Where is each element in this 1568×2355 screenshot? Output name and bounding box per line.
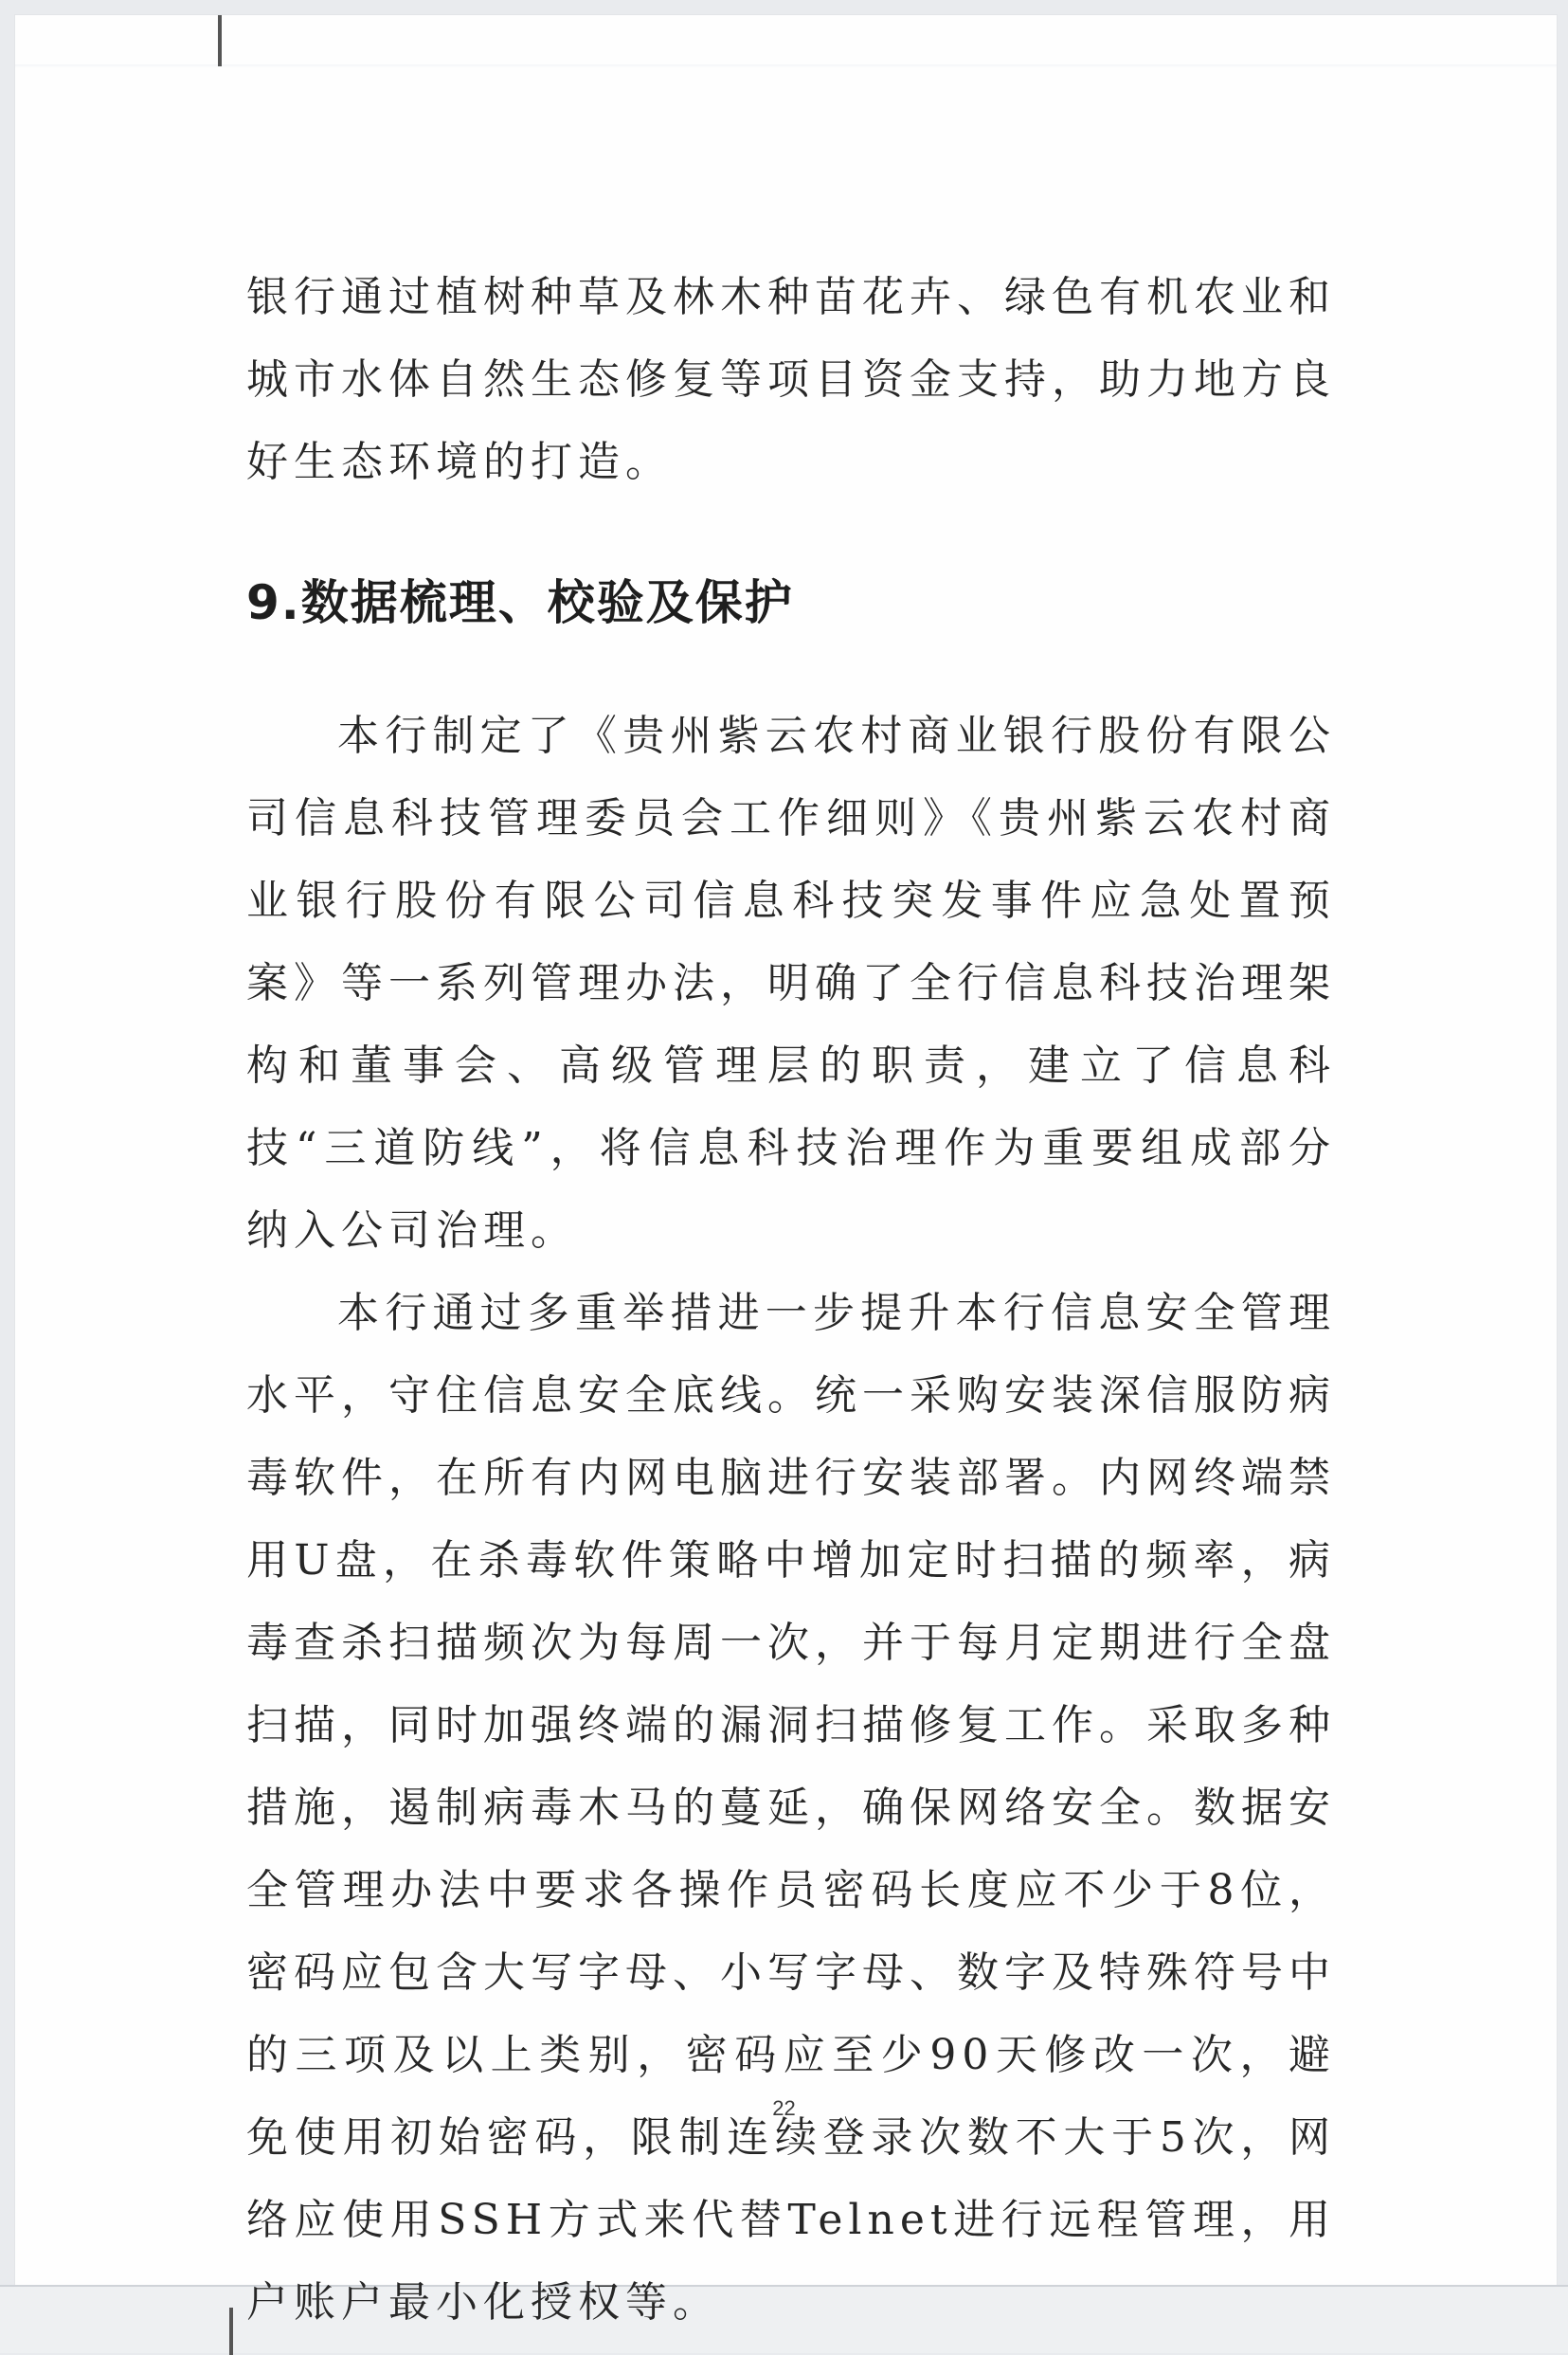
scan-edge-top xyxy=(15,64,1557,68)
governance-paragraph: 本行制定了《贵州紫云农村商业银行股份有限公司信息科技管理委员会工作细则》《贵州紫云农村商业银行股份有限公司信息科技突发事件应急处置预案》等一系列管理办法，明确了全行信息科技治理架构和董事会、高级管理层的职责，建立了信息科技“三道防线”，将信息科技治理作为重要组成部分纳入公司治理。 xyxy=(246,712,1336,1255)
binding-mark-bottom xyxy=(229,2308,233,2355)
intro-paragraph: 银行通过植树种草及林木种苗花卉、绿色有机农业和城市水体自然生态修复等项目资金支持，助力地方良好生态环境的打造。 xyxy=(246,273,1336,486)
page-body xyxy=(246,256,1336,2344)
binding-mark-top xyxy=(218,15,222,66)
section-heading: 9.数据梳理、校验及保护 xyxy=(246,575,794,630)
page-number: 22 xyxy=(772,2096,796,2120)
security-paragraph: 本行通过多重举措进一步提升本行信息安全管理水平，守住信息安全底线。统一采购安装深信服防病毒软件，在所有内网电脑进行安装部署。内网终端禁用U盘，在杀毒软件策略中增加定时扫描的频率，病毒查杀扫描频次为每周一次，并于每月定期进行全盘扫描，同时加强终端的漏洞扫描修复工作。采取多种措施，遏制病毒木马的蔓延，确保网络安全。数据安全管理办法中要求各操作员密码长度应不少于8位，密码应包含大写字母、小写字母、数字及特殊符号中的三项及以上类别，密码应至少90天修改一次，避免使用初始密码，限制连续登录次数不大于5次，网络应使用SSH方式来代替Telnet进行远程管理，用户账户最小化授权等。 xyxy=(246,1289,1336,2327)
